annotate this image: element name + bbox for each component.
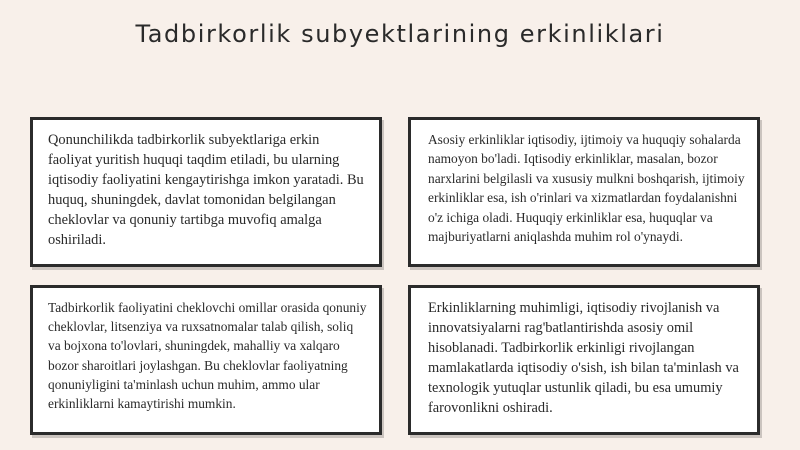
card-importance — [408, 285, 760, 435]
card-limiting-factors — [30, 285, 382, 435]
card-text: Qonunchilikda tadbirkorlik subyektlariga erkin faoliyat yuritish huquqi taqdim etiladi, bu ularning iqtisodiy faoliyatini kengaytirishga imkon yaratadi. Bu huquq, shuningdek, davlat tomonidan belgilangan cheklovlar va qonuniy tartibga muvofiq amalga oshiriladi. — [48, 132, 364, 248]
slide-title: Tadbirkorlik subyektlarining erkinliklari — [135, 20, 665, 48]
card-text: Tadbirkorlik faoliyatini cheklovchi omillar orasida qonuniy cheklovlar, litsenziya va ruxsatnomalar talab qilish, soliq va bojxona to'lovlari, shuningdek, mahalliy va xalqaro bozor sharoitlari joylashgan. Bu cheklovlar faoliyatning qonuniyligini ta'minlash uchun muhim, ammo ular erkinliklarni kamaytirishi mumkin. — [48, 300, 367, 412]
card-legal-right — [30, 117, 382, 267]
card-main-freedoms — [408, 117, 760, 267]
card-text: Asosiy erkinliklar iqtisodiy, ijtimoiy va huquqiy sohalarda namoyon bo'ladi. Iqtisodiy erkinliklar, masalan, bozor narxlarini belgilasli va xususiy mulkni boshqarish, ijtimoiy erkinliklar esa, ish o'rinlari va xizmatlardan foydalanishni o'z ichiga oladi. Huquqiy erkinliklar esa, huquqlar va majburiyatlarni aniqlashda muhim rol o'ynaydi. — [428, 132, 745, 245]
card-text: Erkinliklarning muhimligi, iqtisodiy rivojlanish va innovatsiyalarni rag'batlantirishda asosiy omil hisoblanadi. Tadbirkorlik erkinligi rivojlangan mamlakatlarda iqtisodiy o'sish, ish bilan ta'minlash va texnologik yutuqlar ustunlik qiladi, bu esa umumiy farovonlikni oshiradi. — [428, 300, 739, 416]
